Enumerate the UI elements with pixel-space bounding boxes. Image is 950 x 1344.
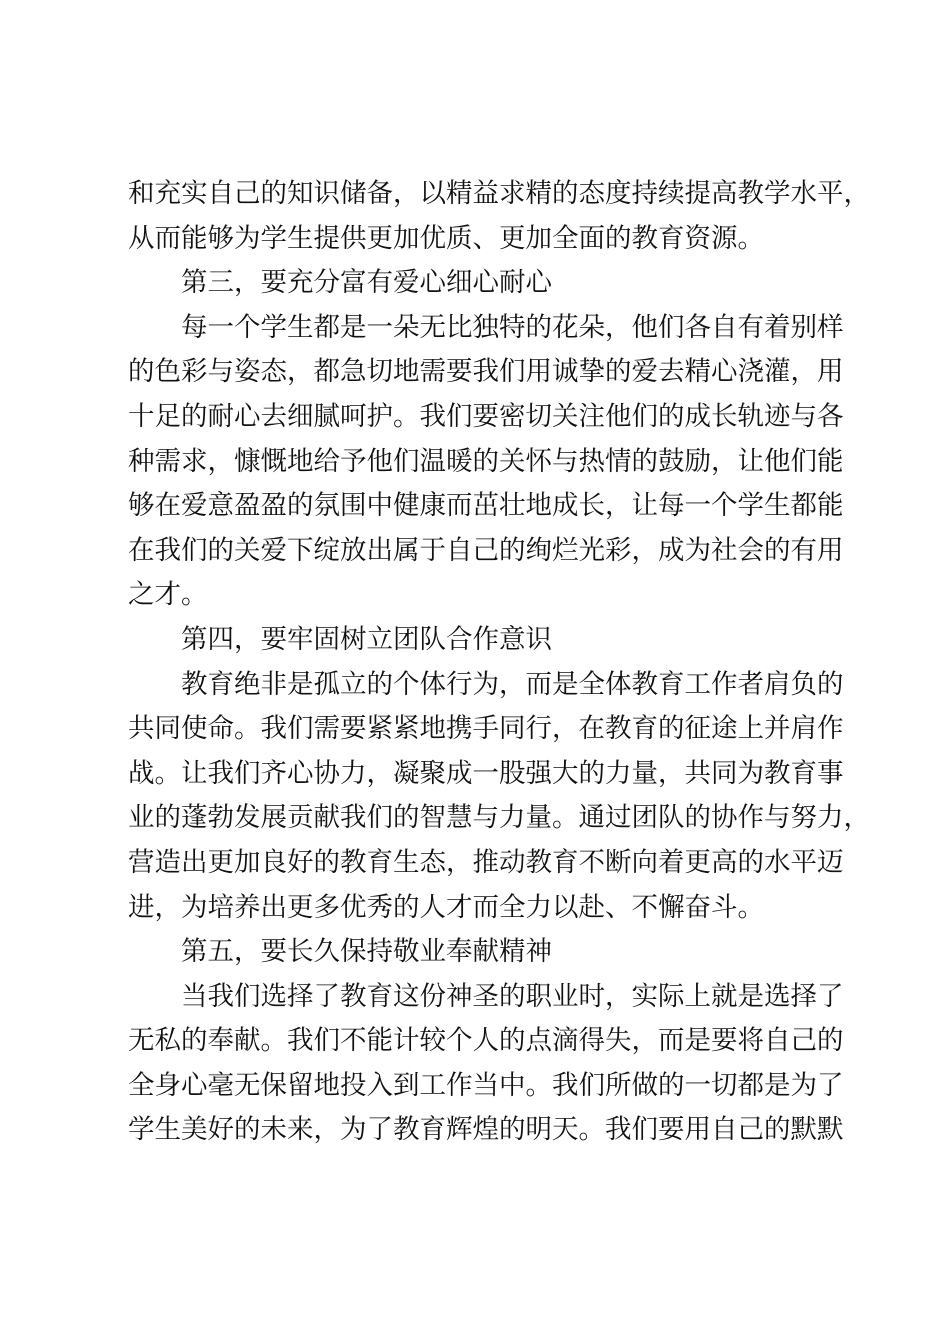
body-text [128,172,870,1153]
text-line: 第三，要充分富有爱心细心耐心 [181,267,552,299]
text-line: 战。让我们齐心协力，凝聚成一股强大的力量，共同为教育事 [128,757,844,789]
text-line: 十足的耐心去细腻呵护。我们要密切关注他们的成长轨迹与各 [128,400,844,432]
text-line: 第五，要长久保持敬业奉献精神 [181,936,552,968]
text-line: 从而能够为学生提供更加优质、更加全面的教育资源。 [128,222,764,254]
text-line: 业的蓬勃发展贡献我们的智慧与力量。通过团队的协作与努力， [128,802,870,834]
text-line: 教育绝非是孤立的个体行为，而是全体教育工作者肩负的 [181,668,844,700]
text-line: 的色彩与姿态，都急切地需要我们用诚挚的爱去精心浇灌，用 [128,356,844,388]
text-line: 种需求，慷慨地给予他们温暖的关怀与热情的鼓励，让他们能 [128,445,844,477]
text-line: 无私的奉献。我们不能计较个人的点滴得失，而是要将自己的 [128,1025,844,1057]
text-line: 第四，要牢固树立团队合作意识 [181,623,552,655]
text-line: 全身心毫无保留地投入到工作当中。我们所做的一切都是为了 [128,1069,844,1101]
text-line: 够在爱意盈盈的氛围中健康而茁壮地成长，让每一个学生都能 [128,490,844,522]
text-line: 学生美好的未来，为了教育辉煌的明天。我们要用自己的默默 [128,1114,844,1146]
text-line: 当我们选择了教育这份神圣的职业时，实际上就是选择了 [181,980,844,1012]
text-line: 在我们的关爱下绽放出属于自己的绚烂光彩，成为社会的有用 [128,534,844,566]
text-line: 共同使命。我们需要紧紧地携手同行，在教育的征途上并肩作 [128,713,844,745]
text-line: 每一个学生都是一朵无比独特的花朵，他们各自有着别样 [181,311,844,343]
text-line: 营造出更加良好的教育生态，推动教育不断向着更高的水平迈 [128,846,844,878]
text-line: 和充实自己的知识储备，以精益求精的态度持续提高教学水平， [128,178,870,209]
text-line: 进，为培养出更多优秀的人才而全力以赴、不懈奋斗。 [128,891,764,923]
text-line: 之才。 [128,579,208,611]
